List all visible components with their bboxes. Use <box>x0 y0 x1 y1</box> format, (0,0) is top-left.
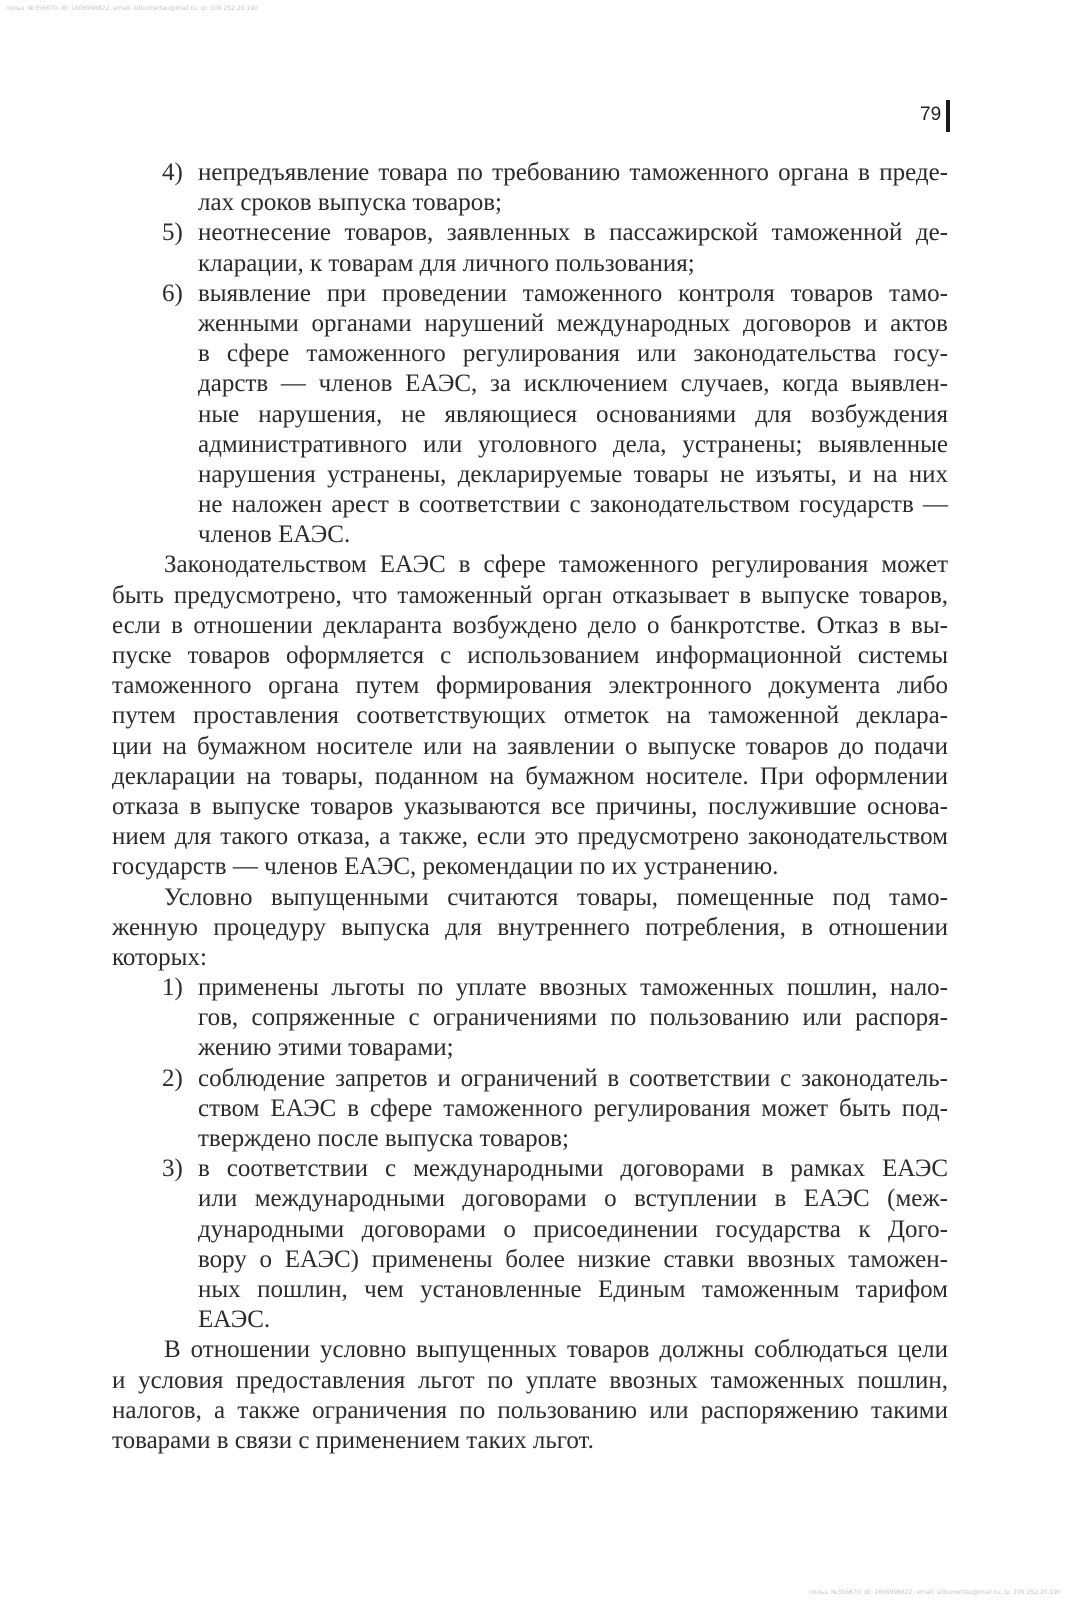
text-line <box>112 1033 948 1063</box>
text-line <box>112 1426 948 1456</box>
line-text: не наложен арест в соответствии с законодательством государств — <box>198 491 948 519</box>
line-text: В отношении условно выпущенных товаров должны соблюдаться цели <box>164 1336 948 1364</box>
text-line <box>112 158 948 188</box>
text-line <box>112 1003 948 1033</box>
line-text: неотнесение товаров, заявленных в пассажирской таможенной де- <box>198 219 948 247</box>
page-number-bar <box>946 100 950 132</box>
text-line <box>112 1064 948 1094</box>
text-line <box>112 218 948 248</box>
list-item-number: 1) <box>162 974 183 1002</box>
line-text: нием для такого отказа, а также, если это предусмотрено законодательством <box>112 823 948 851</box>
text-line <box>112 369 948 399</box>
line-text: применены льготы по уплате ввозных таможенных пошлин, нало- <box>198 974 948 1002</box>
text-line <box>112 400 948 430</box>
text-line <box>112 1366 948 1396</box>
line-text: нарушения устранены, декларируемые товары не изъяты, и на них <box>198 460 948 488</box>
line-text: женными органами нарушений международных договоров и актов <box>198 309 948 337</box>
body-text <box>112 158 948 1456</box>
text-line <box>112 1154 948 1184</box>
line-text: административного или уголовного дела, устранены; выявленные <box>198 430 948 458</box>
line-text: если в отношении декларанта возбуждено дело о банкротстве. Отказ в вы- <box>112 611 948 639</box>
text-line <box>112 1215 948 1245</box>
list-item-number: 3) <box>162 1155 183 1183</box>
text-line <box>112 460 948 490</box>
text-line <box>112 973 948 1003</box>
text-line <box>112 430 948 460</box>
text-line <box>112 1184 948 1214</box>
line-text: ные нарушения, не являющиеся основаниями для возбуждения <box>198 400 948 428</box>
list-item-number: 2) <box>162 1064 183 1092</box>
text-line <box>112 1094 948 1124</box>
line-text: налогов, а также ограничения по пользованию или распоряжению такими <box>112 1396 948 1424</box>
text-line <box>112 732 948 762</box>
text-line <box>112 822 948 852</box>
text-line <box>112 701 948 731</box>
line-text: ЕАЭС. <box>198 1306 271 1334</box>
text-line <box>112 339 948 369</box>
line-text: Условно выпущенными считаются товары, помещенные под тамо- <box>164 883 948 911</box>
line-text: вору о ЕАЭС) применены более низкие ставки ввозных таможен- <box>198 1245 948 1273</box>
text-line <box>112 1245 948 1275</box>
list-item-number: 6) <box>162 279 183 307</box>
text-line <box>112 671 948 701</box>
line-text: которых: <box>112 943 207 971</box>
text-line <box>112 581 948 611</box>
line-text: соблюдение запретов и ограничений в соответствии с законодатель- <box>198 1064 948 1092</box>
text-line <box>112 852 948 882</box>
line-text: быть предусмотрено, что таможенный орган отказывает в выпуске товаров, <box>112 581 948 609</box>
line-text: Законодательством ЕАЭС в сфере таможенного регулирования может <box>164 551 948 579</box>
watermark-top: польз. №356670; dt: 1606998822; email: sitkumertau@mail.ru; ip: 109.252.20.190 <box>6 5 258 12</box>
watermark-bottom: польз. №356670; dt: 1606998822; email: sitkumertau@mail.ru; ip: 109.252.20.190 <box>809 1589 1061 1596</box>
line-text: в сфере таможенного регулирования или законодательства госу- <box>198 340 948 368</box>
text-line <box>112 641 948 671</box>
text-line <box>112 490 948 520</box>
line-text: путем проставления соответствующих отметок на таможенной деклара- <box>112 702 948 730</box>
text-line <box>112 1396 948 1426</box>
line-text: отказа в выпуске товаров указываются все причины, послужившие основа- <box>112 792 948 820</box>
text-line <box>112 1305 948 1335</box>
text-line <box>112 1275 948 1305</box>
line-text: членов ЕАЭС. <box>198 521 351 549</box>
line-text: государств — членов ЕАЭС, рекомендации по их устранению. <box>112 853 779 881</box>
line-text: ством ЕАЭС в сфере таможенного регулирования может быть под- <box>198 1094 948 1122</box>
line-text: жению этими товарами; <box>198 1034 454 1062</box>
text-line <box>112 249 948 279</box>
list-item-number: 4) <box>162 159 183 186</box>
line-text: дународными договорами о присоединении государства к Дого- <box>198 1215 948 1243</box>
line-text: и условия предоставления льгот по уплате ввозных таможенных пошлин, <box>112 1366 948 1394</box>
text-line <box>112 309 948 339</box>
line-text: или международными договорами о вступлении в ЕАЭС (меж- <box>198 1185 948 1213</box>
text-line <box>112 550 948 580</box>
text-line <box>112 1124 948 1154</box>
line-text: непредъявление товара по требованию таможенного органа в преде- <box>198 159 948 186</box>
line-text: пуске товаров оформляется с использованием информационной системы <box>112 642 948 669</box>
line-text: товарами в связи с применением таких льгот. <box>112 1426 594 1454</box>
line-text: лах сроков выпуска товаров; <box>198 189 502 217</box>
line-text: в соответствии с международными договорами в рамках ЕАЭС <box>198 1155 948 1183</box>
text-line <box>112 1335 948 1365</box>
text-line <box>112 279 948 309</box>
list-item-number: 5) <box>162 219 183 247</box>
line-text: женную процедуру выпуска для внутреннего потребления, в отношении <box>112 913 948 941</box>
page-number: 79 <box>920 104 942 125</box>
text-line <box>112 792 948 822</box>
text-line <box>112 883 948 913</box>
text-line <box>112 520 948 550</box>
line-text: тверждено после выпуска товаров; <box>198 1125 569 1152</box>
line-text: гов, сопряженные с ограничениями по пользованию или распоря- <box>198 1004 948 1032</box>
line-text: ных пошлин, чем установленные Единым таможенным тарифом <box>198 1275 948 1303</box>
text-line <box>112 188 948 218</box>
line-text: выявление при проведении таможенного контроля товаров тамо- <box>198 279 948 307</box>
text-line <box>112 943 948 973</box>
line-text: таможенного органа путем формирования электронного документа либо <box>112 672 948 700</box>
line-text: дарств — членов ЕАЭС, за исключением случаев, когда выявлен- <box>198 370 948 398</box>
line-text: ции на бумажном носителе или на заявлении о выпуске товаров до подачи <box>112 732 948 760</box>
line-text: декларации на товары, поданном на бумажном носителе. При оформлении <box>112 762 948 790</box>
line-text: кларации, к товарам для личного пользования; <box>198 249 695 277</box>
text-line <box>112 913 948 943</box>
text-line <box>112 611 948 641</box>
text-line <box>112 762 948 792</box>
